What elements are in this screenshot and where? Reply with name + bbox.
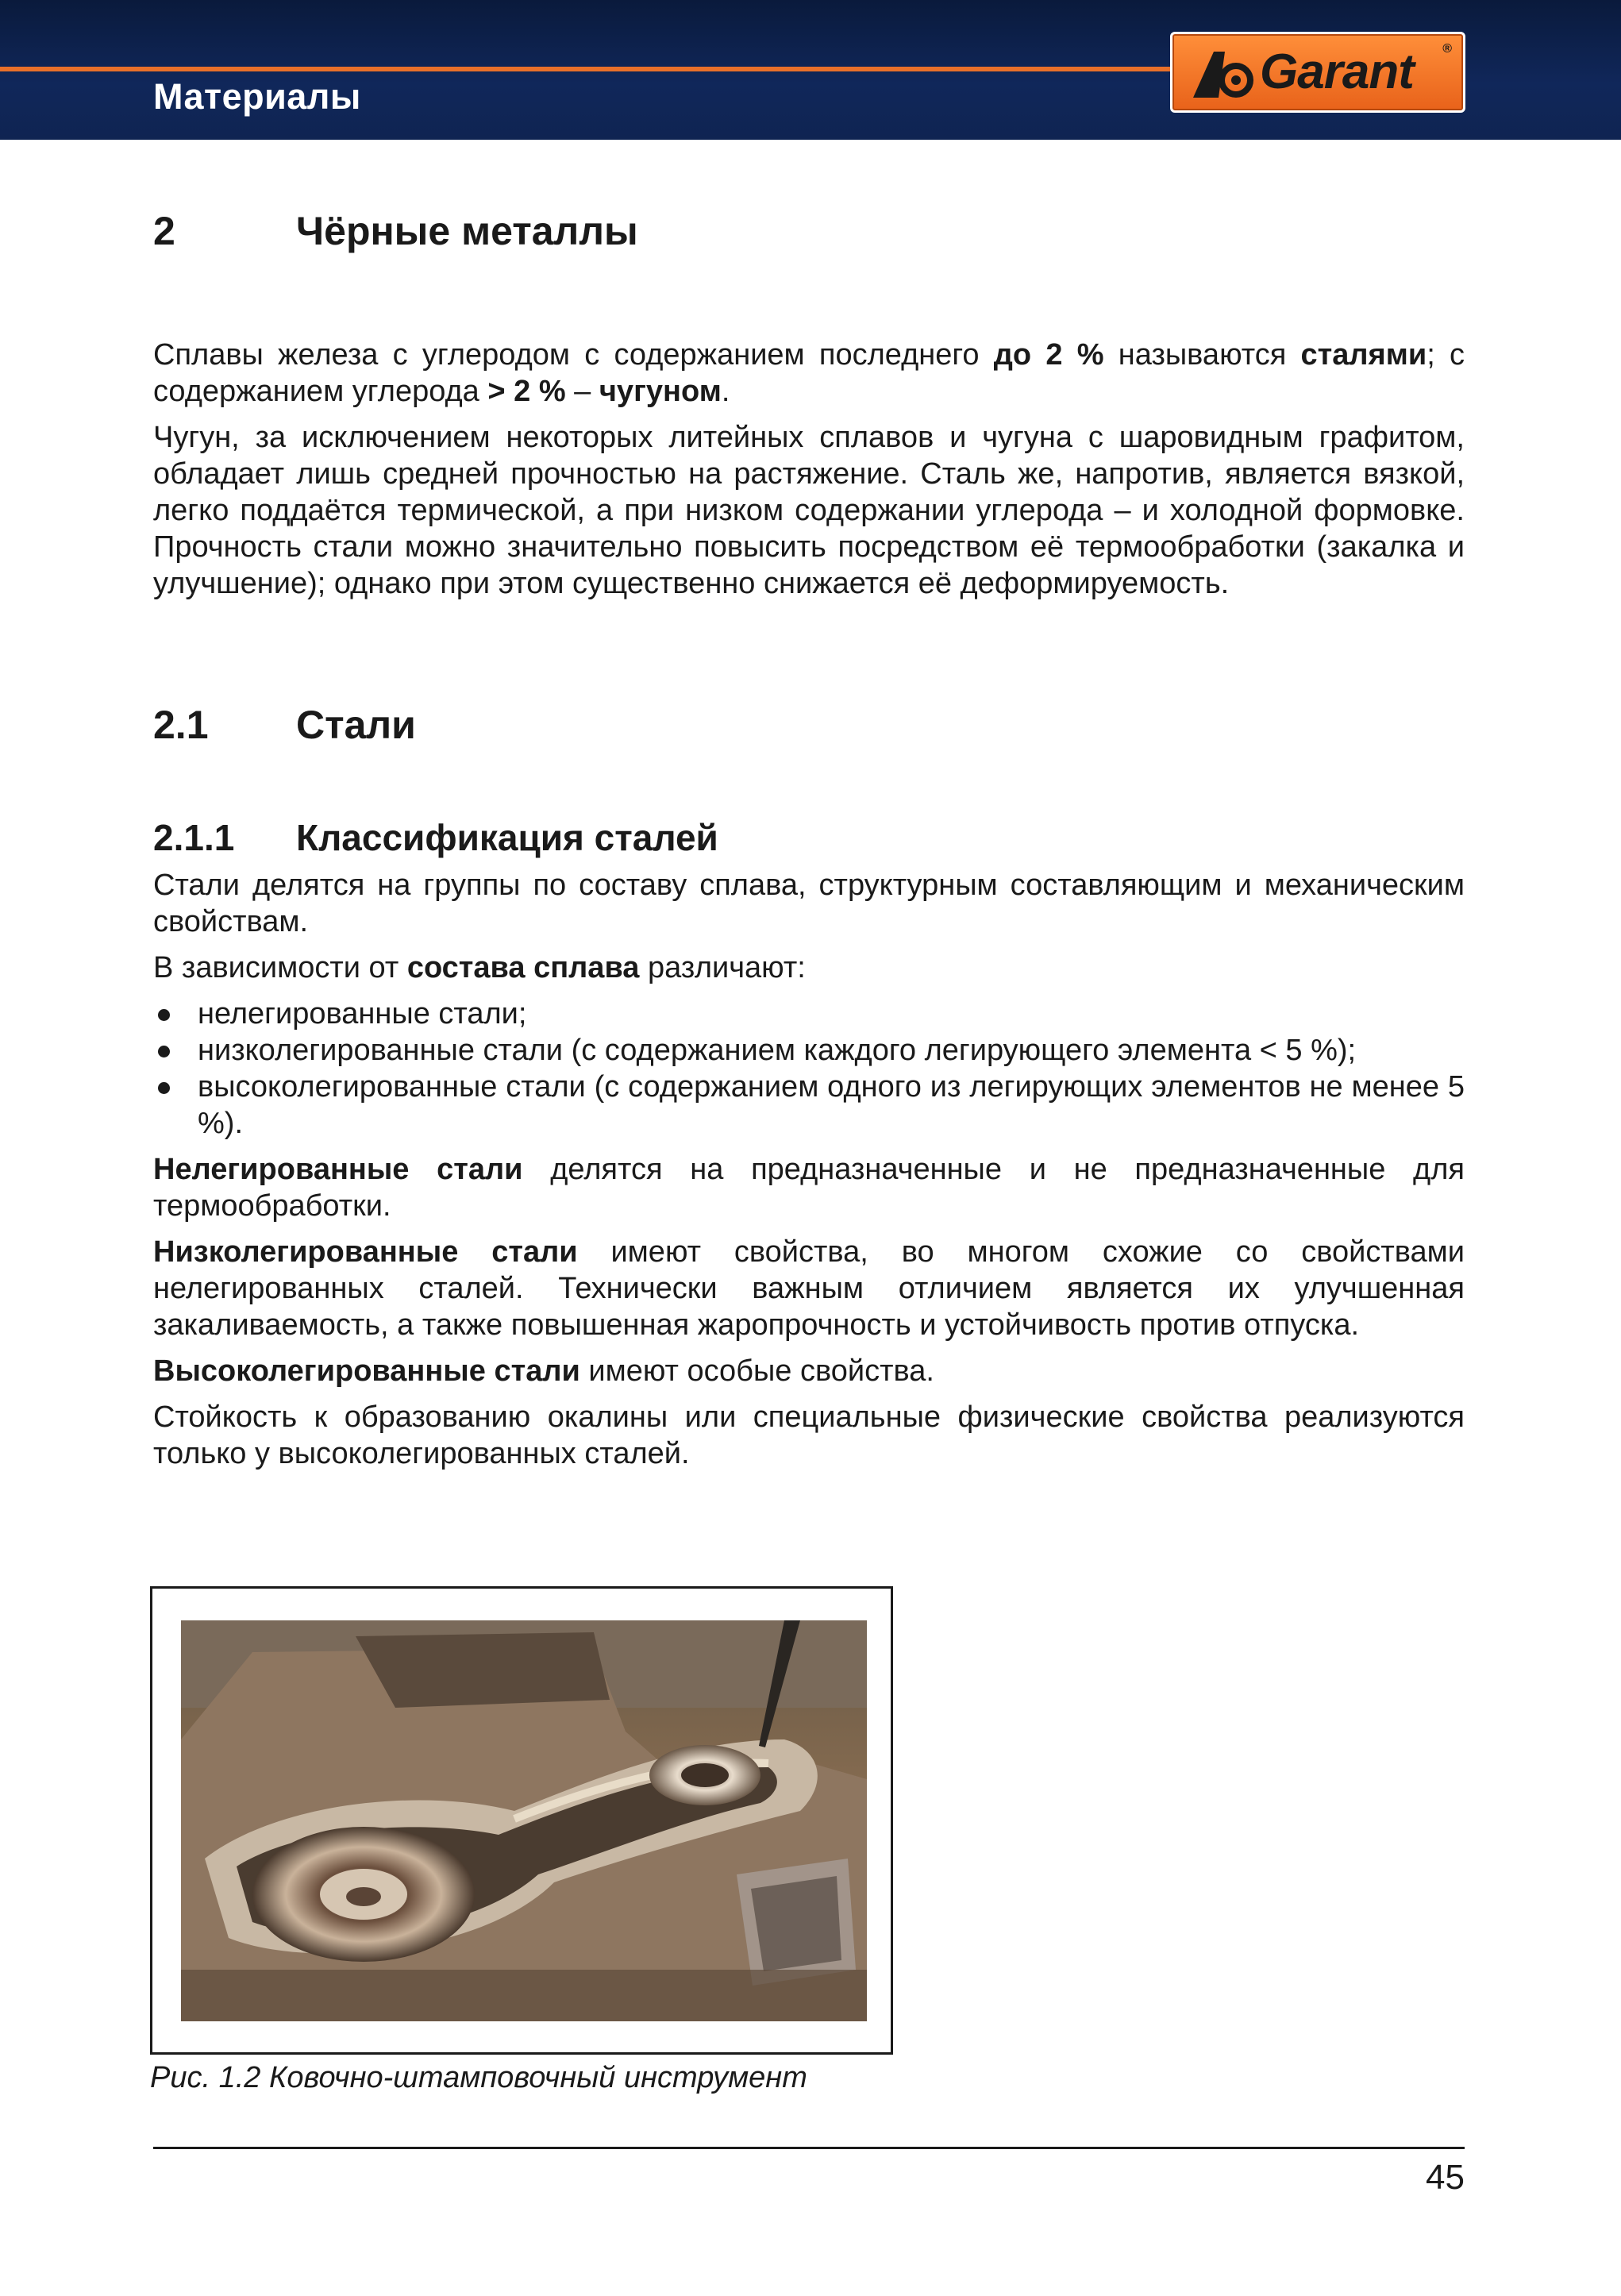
classification-paragraph-3: Нелегированные стали делятся на предназначенные и не предназначенные для термообработки. [153,1153,1465,1223]
page-number: 45 [1426,2158,1465,2197]
heading-number: 2 [153,209,175,253]
page-header [0,0,1621,140]
classification-paragraph-2: В зависимости от состава сплава различают: [153,951,806,984]
heading-title: Классификация сталей [296,817,718,858]
heading-chapter-2 [153,208,638,254]
heading-title: Чёрные металлы [296,209,638,253]
list-item: низколегированные стали (с содержанием каждого легирующего элемента < 5 %); [153,1032,1465,1069]
heading-section-2-1-1 [153,816,718,859]
forging-die-photo [181,1620,867,2021]
intro-paragraph-1: Сплавы железа с углеродом с содержанием последнего до 2 % называются сталями; с содержанием углерода > 2 % – чугуном. [153,338,1465,408]
intro-paragraph-2: Чугун, за исключением некоторых литейных сплавов и чугуна с шаровидным графитом, обладает лишь средней прочностью на растяжение. Сталь же, напротив, является вязкой, легко поддаётся термической, а при низком содержании углерода – и холодной формовке. Прочность стали можно значительно повысить посредством её термообработки (закалка и улучшение); однако при этом существенно снижается её деформируемость. [153,421,1465,600]
footer-divider [153,2147,1465,2149]
classification-paragraph-4: Низколегированные стали имеют свойства, во многом схожие со свойствами нелегированных сталей. Технически важным отличием является их улучшенная закаливаемость, а также повышенная жаропрочность и устойчивость против отпуска. [153,1235,1465,1342]
classification-text [153,867,1465,1481]
classification-paragraph-5: Высоколегированные стали имеют особые свойства. [153,1354,934,1388]
header-stripe [0,67,1171,71]
heading-section-2-1 [153,702,416,748]
figure-frame [150,1586,893,2055]
garant-logo [1170,32,1465,113]
classification-paragraph-1: Стали делятся на группы по составу сплава, структурным составляющим и механическим свойствам. [153,869,1465,938]
heading-title: Стали [296,703,416,747]
list-item: высоколегированные стали (с содержанием одного из легирующих элементов не менее 5 %). [153,1069,1465,1142]
figure-caption: Рис. 1.2 Ковочно-штамповочный инструмент [150,2061,807,2094]
intro-text [153,337,1465,611]
header-section-title: Материалы [153,76,361,117]
logo-text: Garant [1260,44,1414,99]
classification-paragraph-6: Стойкость к образованию окалины или специальные физические свойства реализуются только у высоколегированных сталей. [153,1400,1465,1470]
heading-number: 2.1.1 [153,817,235,858]
heading-number: 2.1 [153,703,209,747]
garant-logo-icon [1190,45,1261,102]
alloy-types-list [153,996,1465,1142]
logo-registered-mark: ® [1442,42,1452,56]
list-item: нелегированные стали; [153,996,1465,1032]
